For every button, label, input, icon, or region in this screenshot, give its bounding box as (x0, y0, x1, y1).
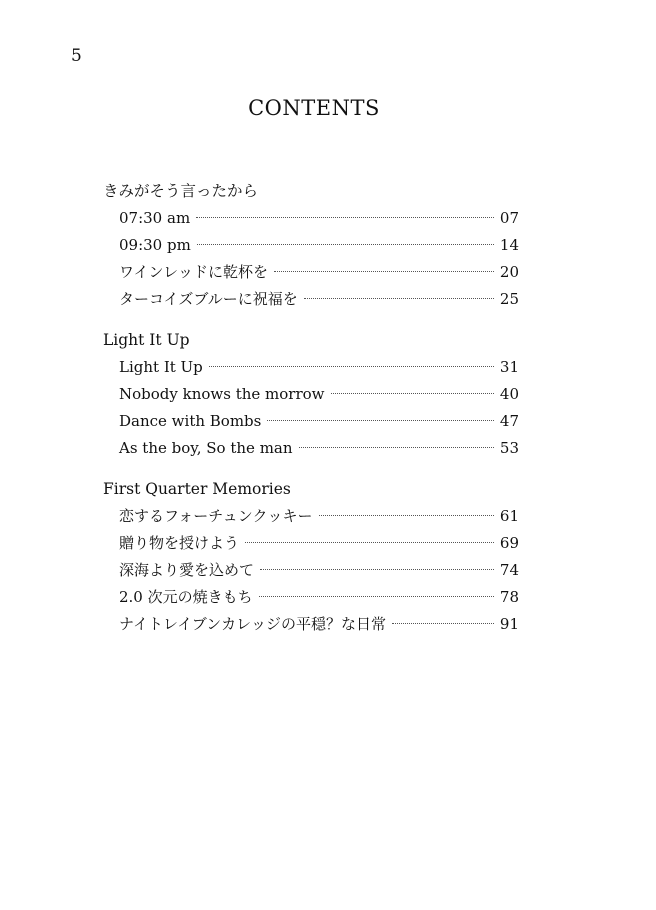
dot-leader (274, 271, 494, 272)
table-of-contents (103, 178, 519, 652)
entry-title: 09:30 pm (119, 236, 191, 254)
toc-entry (103, 530, 519, 557)
entry-title: ワインレッドに乾杯を (119, 263, 269, 281)
toc-entry (103, 435, 519, 462)
dot-leader (259, 596, 494, 597)
dot-leader (319, 515, 494, 516)
toc-entry (103, 354, 519, 381)
toc-section (103, 327, 519, 462)
section-title: First Quarter Memories (103, 480, 291, 498)
dot-leader (260, 569, 494, 570)
section-title: きみがそう言ったから (103, 182, 259, 200)
entry-title: Nobody knows the morrow (119, 385, 325, 403)
toc-entry (103, 611, 519, 638)
toc-entry (103, 381, 519, 408)
dot-leader (245, 542, 494, 543)
entry-page-number: 47 (499, 412, 519, 430)
section-title: Light It Up (103, 331, 190, 349)
toc-entry (103, 503, 519, 530)
dot-leader (299, 447, 494, 448)
dot-leader (304, 298, 494, 299)
page-title: CONTENTS (248, 96, 380, 120)
entry-page-number: 20 (499, 263, 519, 281)
entry-page-number: 61 (499, 507, 519, 525)
entry-page-number: 07 (499, 209, 519, 227)
entry-page-number: 69 (499, 534, 519, 552)
entry-page-number: 40 (499, 385, 519, 403)
entry-title: ナイトレイブンカレッジの平穏？な日常 (119, 615, 387, 633)
entry-title: 深海より愛を込めて (119, 561, 255, 579)
entry-page-number: 74 (499, 561, 519, 579)
entry-title: ターコイズブルーに祝福を (119, 290, 298, 308)
entry-title: Light It Up (119, 358, 203, 376)
entry-page-number: 14 (499, 236, 519, 254)
toc-entry (103, 286, 519, 313)
entry-page-number: 31 (499, 358, 519, 376)
entry-title: 07:30 am (119, 209, 191, 227)
dot-leader (331, 393, 494, 394)
entry-title: Dance with Bombs (119, 412, 262, 430)
toc-entry (103, 408, 519, 435)
entry-title: 贈り物を授けよう (119, 534, 240, 552)
toc-entry (103, 232, 519, 259)
toc-entry (103, 557, 519, 584)
entry-title: 2.0 次元の焼きもち (119, 588, 253, 606)
toc-entry (103, 584, 519, 611)
entry-title: 恋するフォーチュンクッキー (119, 507, 313, 525)
dot-leader (197, 244, 494, 245)
entry-page-number: 25 (499, 290, 519, 308)
dot-leader (209, 366, 494, 367)
toc-section (103, 178, 519, 313)
dot-leader (267, 420, 494, 421)
entry-page-number: 78 (499, 588, 519, 606)
entry-page-number: 91 (499, 615, 519, 633)
entry-title: As the boy, So the man (119, 439, 293, 457)
page-number: 5 (71, 46, 82, 66)
toc-section (103, 476, 519, 638)
toc-entry (103, 205, 519, 232)
dot-leader (196, 217, 494, 218)
dot-leader (392, 623, 494, 624)
toc-entry (103, 259, 519, 286)
entry-page-number: 53 (499, 439, 519, 457)
